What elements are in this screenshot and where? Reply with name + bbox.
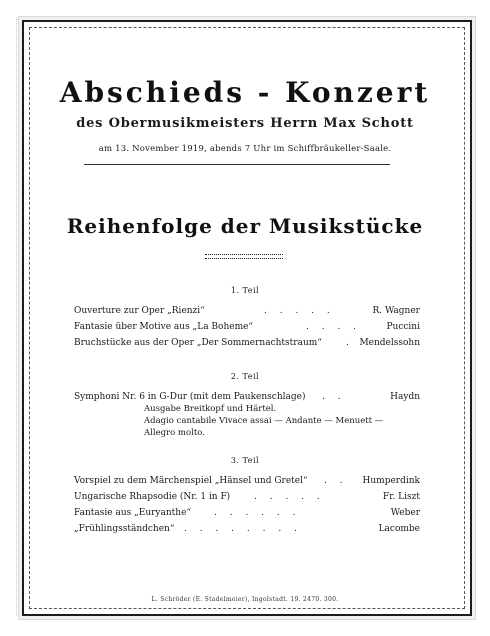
piece-title: „Frühlingsständchen“ [74, 524, 175, 534]
leader-dots: . . . . [306, 322, 362, 332]
piece-title: Ungarische Rhapsodie (Nr. 1 in F) [74, 492, 231, 502]
composer-name: R. Wagner [372, 306, 420, 316]
program-item [74, 390, 420, 404]
leader-dots: . . [324, 476, 348, 486]
piece-title: Vorspiel zu dem Märchenspiel „Hänsel und Gretel“ [74, 476, 308, 486]
piece-detail: Ausgabe Breitkopf und Härtel. [144, 404, 277, 414]
part-label: 2. Teil [230, 372, 260, 381]
program-item [74, 320, 420, 334]
composer-name: Humperdink [362, 476, 420, 486]
concert-dateline: am 13. November 1919, abends 7 Uhr im Schiffbräukeller-Saale. [98, 144, 392, 154]
piece-detail: Allegro molto. [144, 428, 205, 438]
program-item [74, 522, 420, 536]
composer-name: Mendelssohn [359, 338, 420, 348]
perforated-edge-right [473, 18, 488, 616]
perforated-edge-left [2, 18, 17, 616]
composer-name: Fr. Liszt [382, 492, 420, 502]
piece-title: Bruchstücke aus der Oper „Der Sommernachtstraum“ [74, 338, 322, 348]
composer-name: Puccini [386, 322, 420, 332]
composer-name: Haydn [390, 392, 420, 402]
leader-dots: . . . . . [264, 306, 335, 316]
leader-dots: . . . . . . [214, 508, 301, 518]
leader-dots: . . . . . . . . [184, 524, 302, 534]
printer-imprint: L. Schröder (E. Stadelmeier), Ingolstadt. 19. 2470. 300. [151, 596, 339, 603]
piece-title: Fantasie über Motive aus „La Boheme“ [74, 322, 254, 332]
piece-title: Ouverture zur Oper „Rienzi“ [74, 306, 205, 316]
leader-dots: . . [322, 392, 346, 402]
concert-title: Abschieds - Konzert [59, 76, 431, 109]
part-label: 3. Teil [230, 456, 260, 465]
program-item [74, 474, 420, 488]
leader-dots: . . . . . [254, 492, 325, 502]
program-item [74, 506, 420, 520]
header-divider [84, 164, 390, 165]
program-item [74, 490, 420, 504]
leader-dots: . [346, 338, 354, 348]
program-item [74, 304, 420, 318]
part-label: 1. Teil [230, 286, 260, 295]
composer-name: Lacombe [378, 524, 420, 534]
program-heading: Reihenfolge der Musikstücke [66, 214, 424, 238]
composer-name: Weber [390, 508, 420, 518]
piece-title: Symphoni Nr. 6 in G-Dur (mit dem Paukenschlage) [74, 392, 306, 402]
piece-detail: Adagio cantabile Vivace assai — Andante — Menuett — [144, 416, 384, 426]
concert-subtitle: des Obermusikmeisters Herrn Max Schott [76, 116, 414, 131]
piece-title: Fantasie aus „Euryanthe“ [74, 508, 192, 518]
ornamental-divider [205, 254, 283, 259]
program-item [74, 336, 420, 350]
